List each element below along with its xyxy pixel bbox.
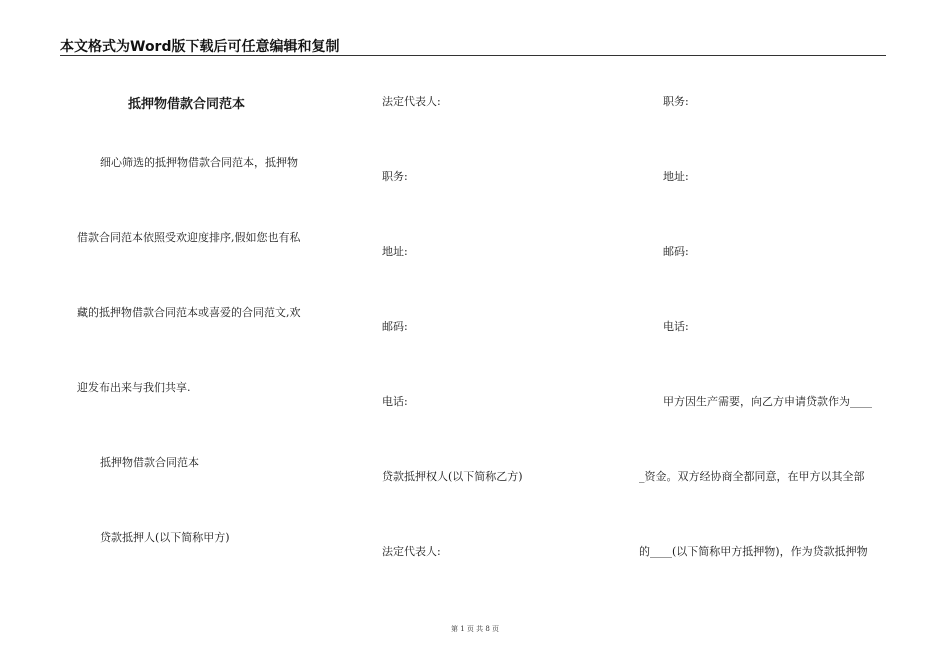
field-label: 邮码: — [382, 320, 408, 333]
paragraph-line: 藏的抵押物借款合同范本或喜爱的合同范文,欢 — [77, 306, 301, 319]
field-label: 职务: — [663, 95, 689, 108]
paragraph-line: 甲方因生产需要，向乙方申请贷款作为____ — [663, 395, 872, 408]
field-label: 电话: — [382, 395, 408, 408]
page-header: 本文格式为Word版下载后可任意编辑和复制 — [60, 39, 340, 55]
field-label: 地址: — [382, 245, 408, 258]
field-label: 法定代表人: — [382, 545, 441, 558]
paragraph-line: 借款合同范本依照受欢迎度排序,假如您也有私 — [77, 231, 301, 244]
field-label: 邮码: — [663, 245, 689, 258]
field-label: 职务: — [382, 170, 408, 183]
field-label: 法定代表人: — [382, 95, 441, 108]
header-divider — [60, 55, 886, 56]
paragraph-line: 细心筛选的抵押物借款合同范本，抵押物 — [100, 156, 298, 169]
field-label: 贷款抵押权人(以下简称乙方) — [382, 470, 523, 483]
page-footer: 第 1 页 共 8 页 — [450, 625, 500, 633]
paragraph-line: 贷款抵押人(以下简称甲方) — [100, 531, 230, 544]
paragraph-line: _资金。双方经协商全都同意，在甲方以其全部 — [639, 470, 865, 483]
field-label: 电话: — [663, 320, 689, 333]
paragraph-line: 迎发布出来与我们共享. — [77, 381, 191, 394]
document-title: 抵押物借款合同范本 — [128, 97, 246, 112]
field-label: 地址: — [663, 170, 689, 183]
paragraph-line: 的____(以下简称甲方抵押物)，作为贷款抵押物 — [639, 545, 868, 558]
paragraph-line: 抵押物借款合同范本 — [100, 456, 199, 469]
